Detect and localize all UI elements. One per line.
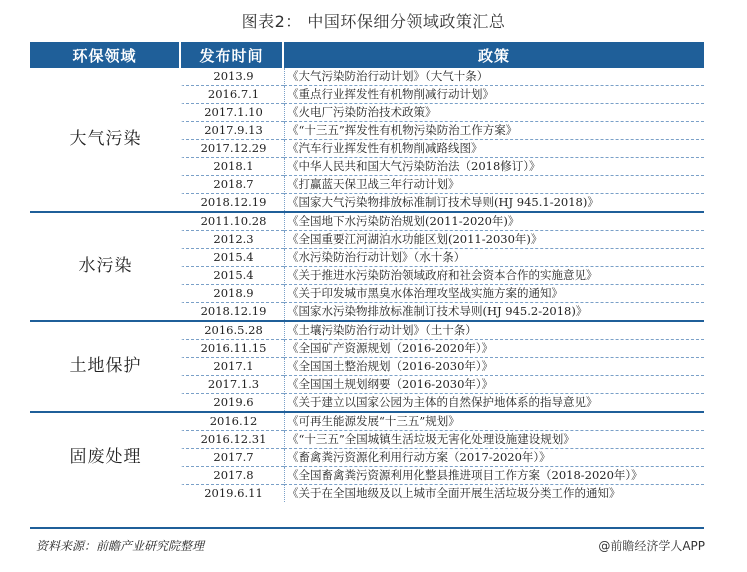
policy-cell: 《国家水污染物排放标准制订技术导则(HJ 945.2-2018)》	[284, 303, 704, 320]
date-cell: 2016.12.31	[181, 431, 284, 449]
policy-cell: 《关于在全国地级及以上城市全面开展生活垃圾分类工作的通知》	[284, 485, 704, 502]
date-cell: 2015.4	[181, 249, 284, 267]
policy-cell: 《全国国土整治规划（2016-2030年）》	[284, 358, 704, 376]
table-row	[30, 413, 704, 431]
date-cell: 2016.11.15	[181, 340, 284, 358]
date-cell: 2017.1.3	[181, 376, 284, 394]
table-bottom-rule	[30, 527, 704, 529]
header-policy: 政策	[284, 42, 704, 68]
date-cell: 2018.12.19	[181, 194, 284, 211]
header-date: 发布时间	[181, 42, 284, 68]
policy-cell: 《重点行业挥发性有机物削减行动计划》	[284, 86, 704, 104]
policy-cell: 《畜禽粪污资源化利用行动方案（2017-2020年）》	[284, 449, 704, 467]
date-cell: 2016.12	[181, 413, 284, 431]
header-domain: 环保领域	[30, 42, 181, 68]
policy-cell: 《全国重要江河湖泊水功能区划(2011-2030年)》	[284, 231, 704, 249]
policy-cell: 《打赢蓝天保卫战三年行动计划》	[284, 176, 704, 194]
domain-cell: 固废处理	[30, 413, 181, 502]
policy-cell: 《水污染防治行动计划》（水十条）	[284, 249, 704, 267]
policy-cell: 《全国国土规划纲要（2016-2030年）》	[284, 376, 704, 394]
policy-cell: 《中华人民共和国大气污染防治法（2018修订）》	[284, 158, 704, 176]
policy-cell: 《火电厂污染防治技术政策》	[284, 104, 704, 122]
policy-cell: 《全国畜禽粪污资源利用化整县推进项目工作方案（2018-2020年）》	[284, 467, 704, 485]
date-cell: 2018.7	[181, 176, 284, 194]
policy-cell: 《大气污染防治行动计划》（大气十条）	[284, 68, 704, 86]
table-row	[30, 213, 704, 231]
policy-cell: 《全国矿产资源规划（2016-2020年）》	[284, 340, 704, 358]
date-cell: 2018.1	[181, 158, 284, 176]
policy-table-wrap	[30, 42, 704, 502]
table-row	[30, 322, 704, 340]
policy-cell: 《土壤污染防治行动计划》（土十条）	[284, 322, 704, 340]
date-cell: 2019.6	[181, 394, 284, 411]
date-cell: 2015.4	[181, 267, 284, 285]
date-cell: 2017.7	[181, 449, 284, 467]
domain-cell: 水污染	[30, 213, 181, 320]
date-cell: 2017.1	[181, 358, 284, 376]
date-cell: 2018.12.19	[181, 303, 284, 320]
page-title: 图表2： 中国环保细分领域政策汇总	[241, 12, 506, 31]
policy-table	[30, 42, 704, 502]
date-cell: 2019.6.11	[181, 485, 284, 502]
table-row	[30, 68, 704, 86]
policy-cell: 《关于推进水污染防治领域政府和社会资本合作的实施意见》	[284, 267, 704, 285]
date-cell: 2017.8	[181, 467, 284, 485]
domain-cell: 大气污染	[30, 68, 181, 211]
brand-credit: @前瞻经济学人APP	[598, 539, 705, 553]
source-note: 资料来源：前瞻产业研究院整理	[36, 539, 205, 553]
date-cell: 2013.9	[181, 68, 284, 86]
date-cell: 2012.3	[181, 231, 284, 249]
policy-cell: 《可再生能源发展“十三五”规划》	[284, 413, 704, 431]
policy-cell: 《关于建立以国家公园为主体的自然保护地体系的指导意见》	[284, 394, 704, 411]
date-cell: 2017.9.13	[181, 122, 284, 140]
date-cell: 2017.1.10	[181, 104, 284, 122]
policy-cell: 《国家大气污染物排放标准制订技术导则(HJ 945.1-2018)》	[284, 194, 704, 211]
policy-cell: 《汽车行业挥发性有机物削减路线图》	[284, 140, 704, 158]
date-cell: 2018.9	[181, 285, 284, 303]
policy-cell: 《全国地下水污染防治规划(2011-2020年)》	[284, 213, 704, 231]
policy-cell: 《“十三五”全国城镇生活垃圾无害化处理设施建设规划》	[284, 431, 704, 449]
policy-cell: 《关于印发城市黑臭水体治理攻坚战实施方案的通知》	[284, 285, 704, 303]
date-cell: 2016.5.28	[181, 322, 284, 340]
date-cell: 2017.12.29	[181, 140, 284, 158]
date-cell: 2016.7.1	[181, 86, 284, 104]
date-cell: 2011.10.28	[181, 213, 284, 231]
table-body	[30, 68, 704, 502]
domain-cell: 土地保护	[30, 322, 181, 411]
table-header-row	[30, 42, 704, 68]
policy-cell: 《“十三五”挥发性有机物污染防治工作方案》	[284, 122, 704, 140]
